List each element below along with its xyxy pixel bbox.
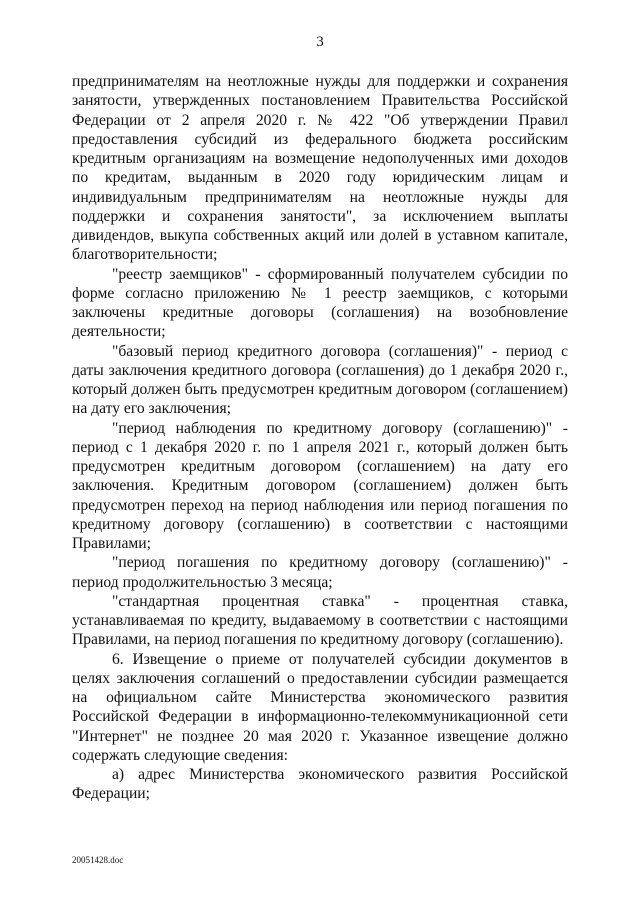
paragraph-base-period: "базовый период кредитного договора (соглашения)" - период с даты заключения кредитного договора (соглашения) до 1 декабря 2020 г., который должен быть предусмотрен кредитным договором (соглашением) на дату его заключения; xyxy=(72,342,568,418)
page-number: 3 xyxy=(316,34,324,50)
paragraph-standard-rate: "стандартная процентная ставка" - процентная ставка, устанавливаемая по кредиту, выдаваемому в соответствии с настоящими Правилами, на период погашения по кредитному договору (соглашению). xyxy=(72,592,568,649)
paragraph-section-6: 6. Извещение о приеме от получателей субсидии документов в целях заключения соглашений о предоставлении субсидии размещается на официальном сайте Министерства экономического развития Российской Федерации в информационно-телекоммуникационной сети "Интернет" не позднее 20 мая 2020 г. Указанное извещение должно содержать следующие сведения: xyxy=(72,650,568,764)
paragraph-item-a: а) адрес Министерства экономического развития Российской Федерации; xyxy=(72,766,568,803)
footer-document-code: 20051428.doc xyxy=(72,855,124,865)
paragraph-observation-period: "период наблюдения по кредитному договору (соглашению)" - период с 1 декабря 2020 г. по 1 апреля 2021 г., который должен быть предусмотрен кредитным договором (соглашением) на дату его заключения. Кредитным договором (соглашением) должен быть предусмотрен переход на период наблюдения или период погашения по кредитному договору (соглашению) в соответствии с настоящими Правилами; xyxy=(72,419,568,552)
paragraph-borrower-registry: "реестр заемщиков" - сформированный получателем субсидии по форме согласно приложению № 1 реестр заемщиков, с которыми заключены кредитные договоры (соглашения) на возобновление деятельности; xyxy=(72,265,568,341)
paragraph-repayment-period: "период погашения по кредитному договору (соглашению)" - период продолжительностью 3 месяца; xyxy=(72,554,568,591)
document-body xyxy=(72,72,568,804)
paragraph-continuation: предпринимателям на неотложные нужды для поддержки и сохранения занятости, утвержденных постановлением Правительства Российской Федерации от 2 апреля 2020 г. № 422 "Об утверждении Правил предоставления субсидий из федерального бюджета российским кредитным организациям на возмещение недополученных ими доходов по кредитам, выданным в 2020 году юридическим лицам и индивидуальным предпринимателям на неотложные нужды для поддержки и сохранения занятости", за исключением выплаты дивидендов, выкупа собственных акций или долей в уставном капитале, благотворительности; xyxy=(72,73,568,264)
